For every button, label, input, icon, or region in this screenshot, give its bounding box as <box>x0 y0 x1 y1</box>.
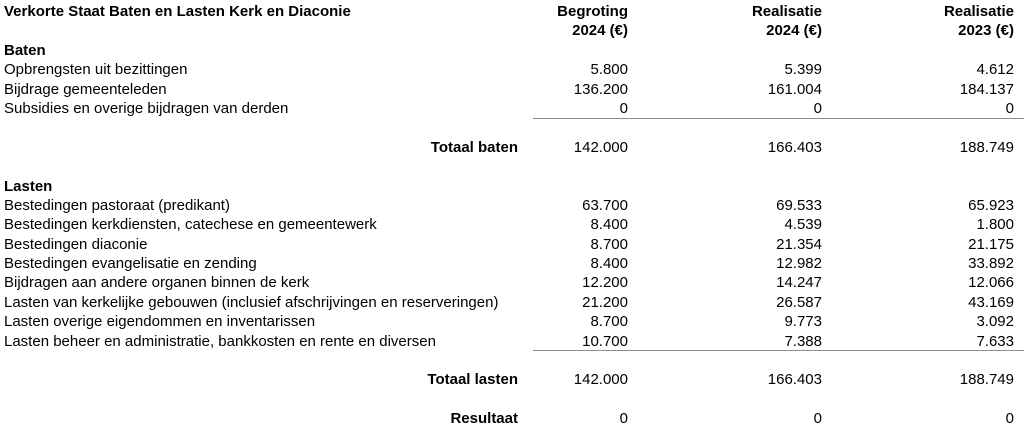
row-label: Bijdragen aan andere organen binnen de kerk <box>4 274 310 292</box>
row-value-realisatie-2023: 4.612 <box>976 61 1014 79</box>
row-value-realisatie-2023: 184.137 <box>959 80 1014 98</box>
row-value-realisatie-2024: 9.773 <box>784 313 822 331</box>
row-value-begroting-2024: 0 <box>619 99 628 117</box>
total-label: Totaal baten <box>430 138 518 156</box>
page-title: Verkorte Staat Baten en Lasten Kerk en Diaconie <box>4 3 351 20</box>
row-label: Bestedingen evangelisatie en zending <box>4 255 257 273</box>
table-row <box>0 215 1024 234</box>
total-value-realisatie-2024: 166.403 <box>767 371 822 389</box>
row-value-realisatie-2023: 12.066 <box>968 274 1014 292</box>
row-value-realisatie-2024: 14.247 <box>776 274 822 292</box>
column-subheader-realisatie-2023: 2023 (€) <box>958 22 1014 40</box>
table-row <box>0 60 1024 79</box>
section-heading-label: Lasten <box>4 177 53 195</box>
table-row <box>0 254 1024 273</box>
row-label: Lasten overige eigendommen en inventarissen <box>4 313 316 331</box>
total-value-realisatie-2023: 188.749 <box>959 138 1014 156</box>
row-value-realisatie-2024: 69.533 <box>776 196 822 214</box>
row-value-begroting-2024: 5.800 <box>590 61 628 79</box>
row-value-realisatie-2023: 3.092 <box>976 313 1014 331</box>
row-value-realisatie-2023: 0 <box>1005 99 1014 117</box>
row-value-realisatie-2023: 33.892 <box>968 255 1014 273</box>
row-value-realisatie-2023: 65.923 <box>968 196 1014 214</box>
subtotal-rule-baten <box>533 118 1024 119</box>
row-value-begroting-2024: 10.700 <box>582 332 628 350</box>
subtotal-rule-lasten <box>533 350 1024 351</box>
row-label: Lasten beheer en administratie, bankkosten en rente en diversen <box>4 332 436 350</box>
spacer <box>0 351 1024 370</box>
total-label: Totaal lasten <box>427 371 518 389</box>
row-value-realisatie-2024: 7.388 <box>784 332 822 350</box>
section-heading-baten <box>0 41 1024 60</box>
row-label: Subsidies en overige bijdragen van derden <box>4 99 289 117</box>
total-row-baten <box>0 138 1024 157</box>
table-row <box>0 332 1024 351</box>
row-value-realisatie-2023: 1.800 <box>976 216 1014 234</box>
header-empty-cell <box>4 21 518 40</box>
result-row <box>0 409 1024 428</box>
row-value-realisatie-2024: 26.587 <box>776 293 822 311</box>
column-subheader-realisatie-2024: 2024 (€) <box>766 22 822 40</box>
row-value-begroting-2024: 8.700 <box>590 313 628 331</box>
result-value-begroting-2024: 0 <box>619 410 628 428</box>
row-label: Bestedingen kerkdiensten, catechese en gemeentewerk <box>4 216 377 234</box>
total-value-realisatie-2024: 166.403 <box>767 138 822 156</box>
table-row <box>0 99 1024 118</box>
row-value-realisatie-2023: 7.633 <box>976 332 1014 350</box>
column-header-realisatie-2024: Realisatie <box>751 3 822 20</box>
row-value-realisatie-2023: 21.175 <box>968 235 1014 253</box>
row-value-begroting-2024: 8.400 <box>590 216 628 234</box>
header-row-2 <box>0 21 1024 40</box>
table-row <box>0 293 1024 312</box>
row-value-realisatie-2024: 12.982 <box>776 255 822 273</box>
column-subheader-begroting-2024: 2024 (€) <box>572 22 628 40</box>
total-row-lasten <box>0 370 1024 389</box>
row-label: Bijdrage gemeenteleden <box>4 80 167 98</box>
row-value-begroting-2024: 8.400 <box>590 255 628 273</box>
total-value-begroting-2024: 142.000 <box>573 371 628 389</box>
table-row <box>0 80 1024 99</box>
row-label: Bestedingen diaconie <box>4 235 148 253</box>
row-value-begroting-2024: 8.700 <box>590 235 628 253</box>
section-heading-label: Baten <box>4 41 46 59</box>
row-label: Bestedingen pastoraat (predikant) <box>4 196 230 214</box>
row-value-begroting-2024: 136.200 <box>573 80 628 98</box>
header-row-1 <box>0 2 1024 21</box>
row-value-realisatie-2023: 43.169 <box>968 293 1014 311</box>
total-value-realisatie-2023: 188.749 <box>959 371 1014 389</box>
column-header-realisatie-2023: Realisatie <box>943 3 1014 20</box>
row-value-realisatie-2024: 161.004 <box>767 80 822 98</box>
section-heading-lasten <box>0 177 1024 196</box>
row-value-realisatie-2024: 5.399 <box>784 61 822 79</box>
result-value-realisatie-2023: 0 <box>1005 410 1014 428</box>
row-value-begroting-2024: 21.200 <box>582 293 628 311</box>
table-row <box>0 196 1024 215</box>
table-row <box>0 273 1024 292</box>
spacer <box>0 118 1024 137</box>
row-label: Opbrengsten uit bezittingen <box>4 61 188 79</box>
spacer <box>0 390 1024 409</box>
row-value-realisatie-2024: 0 <box>813 99 822 117</box>
table-row <box>0 312 1024 331</box>
row-value-begroting-2024: 63.700 <box>582 196 628 214</box>
result-label: Resultaat <box>450 410 518 428</box>
spacer <box>0 157 1024 176</box>
row-label: Lasten van kerkelijke gebouwen (inclusief afschrijvingen en reserveringen) <box>4 293 499 311</box>
table-row <box>0 235 1024 254</box>
row-value-realisatie-2024: 4.539 <box>784 216 822 234</box>
column-header-begroting-2024: Begroting <box>557 3 628 20</box>
row-value-realisatie-2024: 21.354 <box>776 235 822 253</box>
result-value-realisatie-2024: 0 <box>813 410 822 428</box>
total-value-begroting-2024: 142.000 <box>573 138 628 156</box>
row-value-begroting-2024: 12.200 <box>582 274 628 292</box>
